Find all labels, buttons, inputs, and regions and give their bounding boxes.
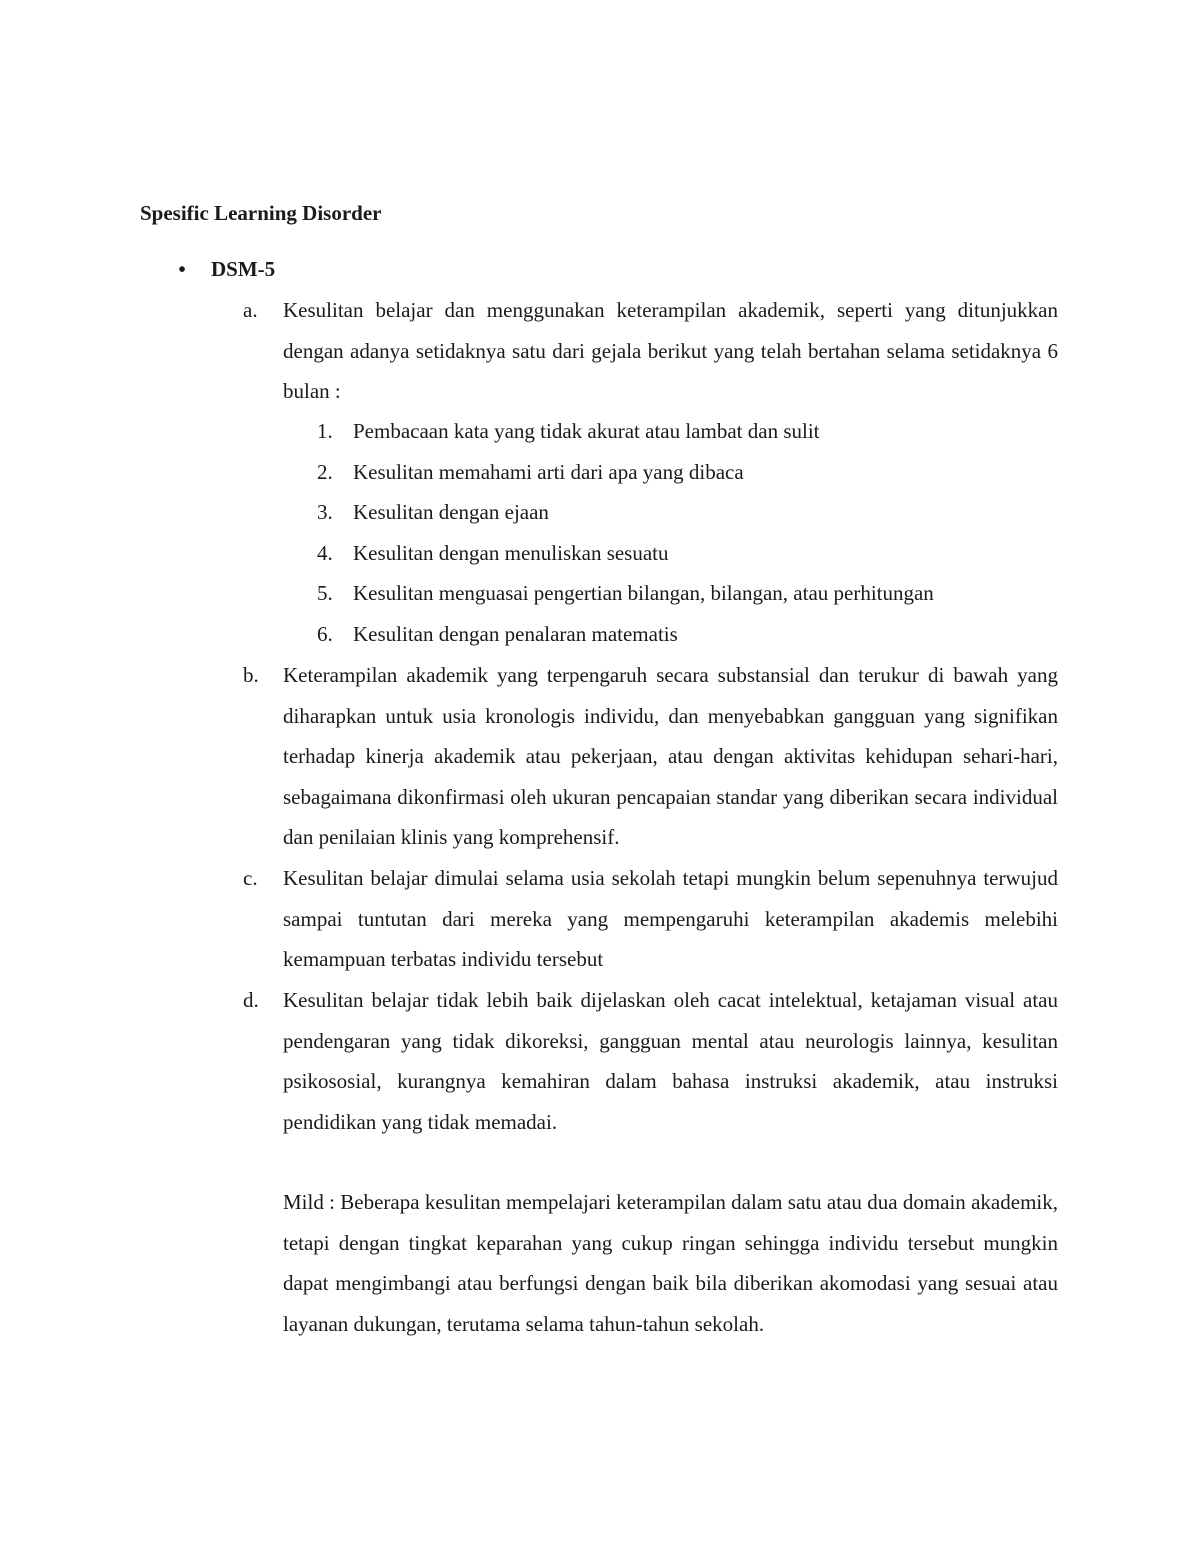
- list-item: [317, 573, 1053, 614]
- criterion-marker: c.: [243, 866, 258, 890]
- list-text: Pembacaan kata yang tidak akurat atau lambat dan sulit: [353, 419, 820, 443]
- list-number: 1.: [317, 419, 333, 443]
- list-number: 5.: [317, 581, 333, 606]
- criterion-a: [243, 290, 1058, 412]
- criterion-marker: b.: [243, 663, 259, 687]
- list-number: 2.: [317, 459, 333, 484]
- criterion-marker: a.: [243, 298, 258, 322]
- criterion-c: [243, 858, 1058, 980]
- criterion-d: [243, 980, 1058, 1142]
- list-text: Kesulitan menguasai pengertian bilangan, bilangan, atau perhitungan: [353, 581, 934, 606]
- list-number: 4.: [317, 540, 333, 565]
- list-item: [317, 411, 1053, 452]
- list-item: [317, 492, 1053, 533]
- section-label: DSM-5: [211, 257, 276, 281]
- criterion-text: Kesulitan belajar dimulai selama usia sekolah tetapi mungkin belum sepenuhnya terwujud sampai tuntutan dari mereka yang mempengaruhi keterampilan akademis melebihi kemampuan terbatas individu tersebut: [283, 866, 1058, 972]
- criterion-text: Kesulitan belajar dan menggunakan keterampilan akademik, seperti yang ditunjukkan dengan adanya setidaknya satu dari gejala berikut yang telah bertahan selama setidaknya 6 bulan :: [283, 298, 1058, 404]
- symptom-list: [317, 411, 1053, 655]
- criterion-marker: d.: [243, 988, 259, 1012]
- list-text: Kesulitan memahami arti dari apa yang dibaca: [353, 459, 744, 484]
- list-text: Kesulitan dengan ejaan: [353, 500, 549, 525]
- list-text: Kesulitan dengan menuliskan sesuatu: [353, 540, 669, 565]
- list-number: 6.: [317, 621, 333, 646]
- criterion-text: Kesulitan belajar tidak lebih baik dijelaskan oleh cacat intelektual, ketajaman visual atau pendengaran yang tidak dikoreksi, gangguan mental atau neurologis lainnya, kesulitan psikososial, kurangnya kemahiran dalam bahasa instruksi akademik, atau instruksi pendidikan yang tidak memadai.: [283, 988, 1058, 1134]
- criterion-b: [243, 655, 1058, 858]
- criterion-text: Keterampilan akademik yang terpengaruh secara substansial dan terukur di bawah yang diharapkan untuk usia kronologis individu, dan menyebabkan gangguan yang signifikan terhadap kinerja akademik atau pekerjaan, atau dengan aktivitas kehidupan sehari-hari, sebagaimana dikonfirmasi oleh ukuran pencapaian standar yang diberikan secara individual dan penilaian klinis yang komprehensif.: [283, 663, 1058, 850]
- list-item: [317, 614, 1053, 655]
- list-item: [317, 533, 1053, 574]
- document-title: Spesific Learning Disorder: [140, 201, 382, 225]
- list-item: [317, 452, 1053, 493]
- list-number: 3.: [317, 500, 333, 525]
- severity-mild-paragraph: Mild : Beberapa kesulitan mempelajari keterampilan dalam satu atau dua domain akademik, tetapi dengan tingkat keparahan yang cukup ringan sehingga individu tersebut mungkin dapat mengimbangi atau berfungsi dengan baik bila diberikan akomodasi yang sesuai atau layanan dukungan, terutama selama tahun-tahun sekolah.: [283, 1190, 1058, 1336]
- bullet-icon: •: [178, 257, 186, 281]
- list-text: Kesulitan dengan penalaran matematis: [353, 621, 678, 646]
